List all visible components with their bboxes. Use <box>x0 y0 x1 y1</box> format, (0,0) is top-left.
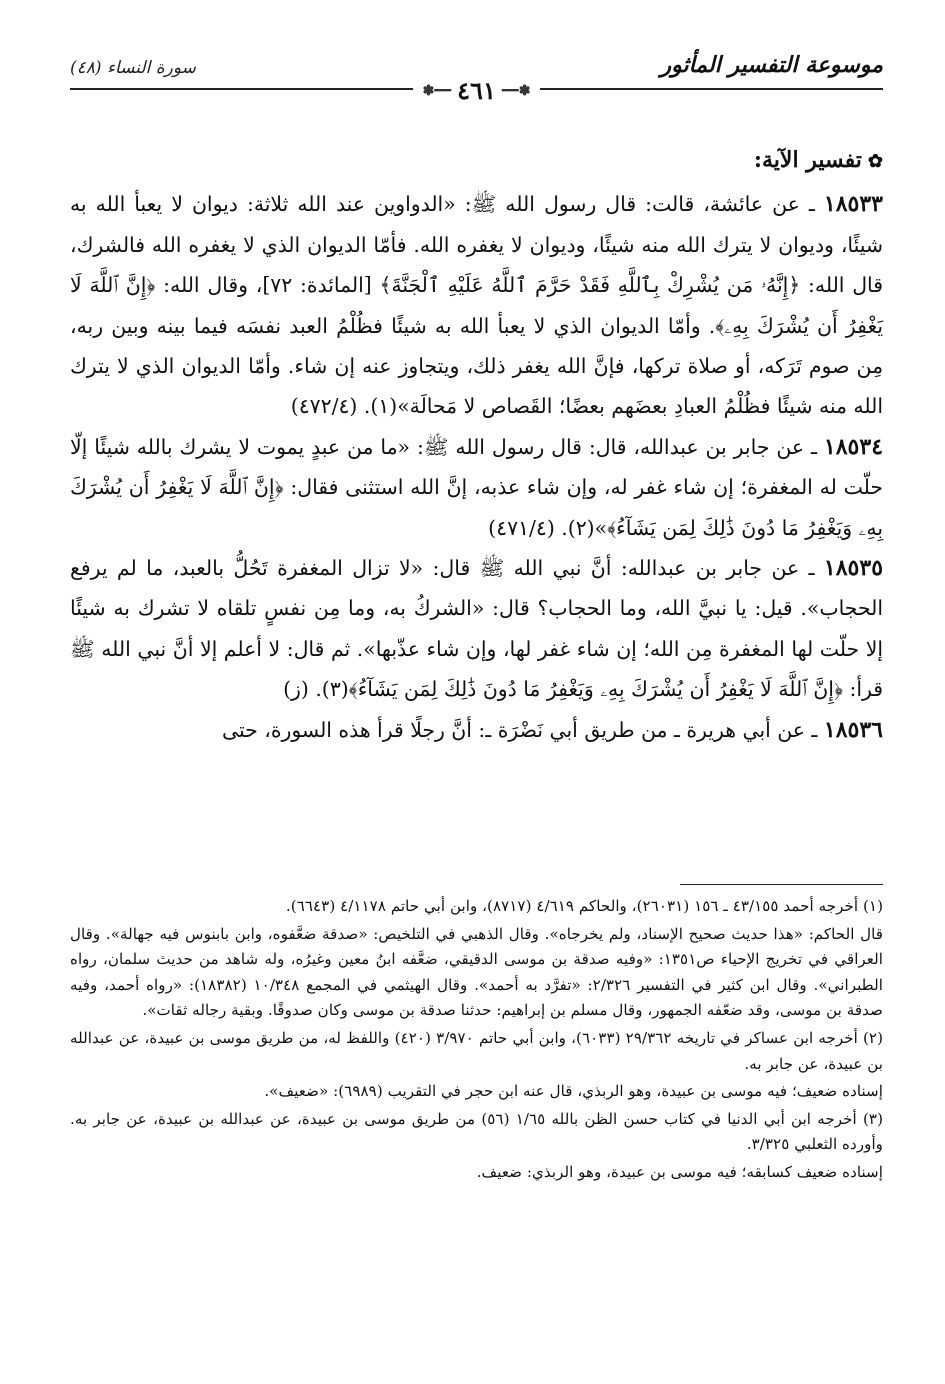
section-heading <box>70 140 883 182</box>
footnote: إسناده ضعيف كسابقه؛ فيه موسى بن عبيدة، وهو الربذي: ضعيف. <box>476 1162 883 1181</box>
book-title: موسوعة التفسير المأثور <box>660 52 883 78</box>
hadith-entry <box>70 548 883 710</box>
hadith-text: ـ عن جابر بن عبدالله: أنَّ نبي الله ﷺ قال: «لا تزال المغفرة تَحُلُّ بالعبد، ما لم يرفع الحجاب». قيل: يا نبيَّ الله، وما الحجاب؟ قال: «الشركُ به، وما مِن نفسٍ تلقاه لا تشرك به شيئًا إلا حلّت لها المغفرة مِن الله؛ إن شاء غفر لها، وإن شاء عذّبها». ثم قال: لا أعلم إلا أنَّ نبي الله ﷺ قرأ: ﴿إِنَّ ٱللَّهَ لَا يَغْفِرُ أَن يُشْرَكَ بِهِۦ وَيَغْفِرُ مَا دُونَ ذَٰلِكَ لِمَن يَشَآءُ﴾(٣). (ز) <box>70 556 883 702</box>
section-title: تفسير الآية: <box>753 147 862 173</box>
hadith-number: ١٨٥٣٥ <box>823 555 884 582</box>
footnote: (٣) أخرجه ابن أبي الدنيا في كتاب حسن الظن بالله ١/٦٥ (٥٦) من طريق موسى بن عبيدة، عن عبدالله بن عبيدة، عن جابر به. وأورده الثعلبي ٣/٣٢٥. <box>70 1109 883 1154</box>
page-header <box>70 52 883 104</box>
footnote: (٢) أخرجه ابن عساكر في تاريخه ٢٩/٣٦٢ (٦٠٣٣)، وابن أبي حاتم ٣/٩٧٠ (٤٢٠) واللفظ له، من طريق موسى بن عبيدة، عن عبدالله بن عبيدة، عن جابر به. <box>70 1028 884 1073</box>
footnote: إسناده ضعيف؛ فيه موسى بن عبيدة، وهو الربذي، قال عنه ابن حجر في التقريب (٦٩٨٩): «ضعيف». <box>264 1082 883 1101</box>
hadith-entry <box>70 184 883 426</box>
hadith-entry <box>70 710 883 750</box>
hadith-text: ـ عن عائشة، قالت: قال رسول الله ﷺ: «الدواوين عند الله ثلاثة: ديوان لا يعبأ الله به شيئًا، وديوان لا يترك الله منه شيئًا، وديوان لا يغفره الله. فأمّا الديوان الذي لا يغفره الله فالشرك، قال الله: ﴿إِنَّهُۥ مَن يُشْرِكْ بِٱللَّهِ فَقَدْ حَرَّمَ ٱللَّهُ عَلَيْهِ ٱلْجَنَّةَ﴾ [المائدة: ٧٢]، وقال الله: ﴿إِنَّ ٱللَّهَ لَا يَغْفِرُ أَن يُشْرَكَ بِهِۦ﴾. وأمّا الديوان الذي لا يعبأ الله به شيئًا فظُلْمُ العبد نفسَه فيما بينه وبين ربه، مِن صوم تَرَكه، أو صلاة تركها، فإنَّ الله يغفر ذلك، ويتجاوز عنه إن شاء. وأمّا الديوان الذي لا يترك الله منه شيئًا فظُلْمُ العبادِ بعضَهم بعضًا؛ القَصاص لا مَحالَة»(١). (٤٧٢/٤) <box>70 192 883 419</box>
footnote: (١) أخرجه أحمد ٤٣/١٥٥ ـ ١٥٦ (٢٦٠٣١)، والحاكم ٤/٦١٩ (٨٧١٧)، وابن أبي حاتم ٤/١١٧٨ (٦٦٤٣). <box>285 897 883 915</box>
footnote-divider <box>680 884 883 885</box>
main-text <box>70 140 883 750</box>
ornament-icon: ━━✽ <box>422 82 452 99</box>
hadith-number: ١٨٥٣٤ <box>823 433 884 460</box>
hadith-entry <box>70 427 883 548</box>
footnote: قال الحاكم: «هذا حديث صحيح الإسناد، ولم يخرجاه». وقال الذهبي في التلخيص: «صدقة ضعَّفوه، وابن بابنوس فيه جهالة». وقال العراقي في تخريج الإحياء ص١٣٥١: «وفيه صدقة بن موسى الدقيقي، ضعَّفه ابنُ معين وغيرُه، وله شاهد من حديث سلمان، رواه الطبراني». وقال ابن كثير في التفسير ٢/٣٢٦: «تفرَّد به أحمد». وقال الهيثمي في المجمع ١٠/٣٤٨ (١٨٣٨٢): «رواه أحمد، وفيه صدقة بن موسى، وقد ضعّفه الجمهور، وقال مسلم بن إبراهيم: حدثنا صدقة بن موسى وكان صدوقًا. وبقية رجاله ثقات». <box>70 924 883 1020</box>
footnotes <box>70 894 883 1188</box>
surah-label: سورة النساء (٤٨) <box>70 58 196 78</box>
page-number: ٤٦١ <box>457 76 496 105</box>
hadith-number: ١٨٥٣٦ <box>823 716 883 743</box>
hadith-text: ـ عن أبي هريرة ـ من طريق أبي نَضْرَة ـ: أنَّ رجلًا قرأ هذه السورة، حتى <box>222 717 818 742</box>
flower-icon: ✿ <box>867 151 883 172</box>
hadith-text: ـ عن جابر بن عبدالله، قال: قال رسول الله ﷺ: «ما من عبدٍ يموت لا يشرك بالله شيئًا إلّا حلّت له المغفرة؛ إن شاء غفر له، وإن شاء عذبه، إنَّ الله استثنى فقال: ﴿إِنَّ ٱللَّهَ لَا يَغْفِرُ أَن يُشْرَكَ بِهِۦ وَيَغْفِرُ مَا دُونَ ذَٰلِكَ لِمَن يَشَآءُ﴾»(٢). (٤٧١/٤) <box>70 434 883 540</box>
ornament-icon: ✽━━ <box>501 82 531 99</box>
page-number-box <box>413 76 541 105</box>
hadith-number: ١٨٥٣٣ <box>823 191 883 218</box>
